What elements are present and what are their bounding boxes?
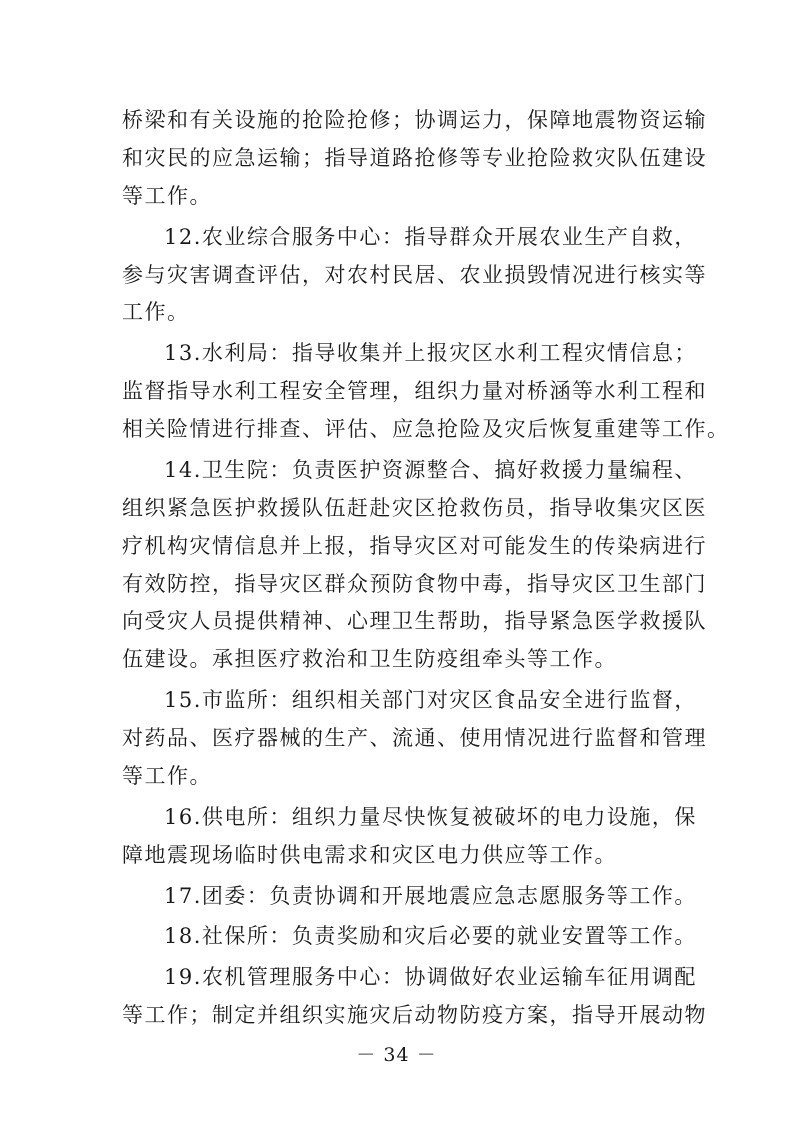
text-line: 疗机构灾情信息并上报，指导灾区对可能发生的传染病进行 (122, 533, 707, 558)
text-line: 有效防控，指导灾区群众预防食物中毒，指导灾区卫生部门 (122, 571, 707, 596)
text-line: 等工作；制定并组织实施灾后动物防疫方案，指导开展动物 (122, 1003, 707, 1028)
paragraph-17: 17.团委：负责协调和开展地震应急志愿服务等工作。 (164, 883, 697, 908)
paragraph-14-start: 14.卫生院：负责医护资源整合、搞好救援力量编程、 (164, 457, 697, 482)
text-line: 参与灾害调查评估，对农村民居、农业损毁情况进行核实等 (122, 262, 707, 287)
text-line: 障地震现场临时供电需求和灾区电力供应等工作。 (122, 842, 617, 867)
text-line: 向受灾人员提供精神、心理卫生帮助，指导紧急医学救援队 (122, 609, 707, 634)
text-line: 工作。 (122, 300, 190, 325)
text-line: 相关险情进行排查、评估、应急抢险及灾后恢复重建等工作。 (122, 417, 730, 441)
text-line: 和灾民的应急运输；指导道路抢修等专业抢险救灾队伍建设 (122, 145, 707, 170)
paragraph-12-start: 12.农业综合服务中心：指导群众开展农业生产自救， (164, 224, 697, 249)
text-line: 桥梁和有关设施的抢险抢修；协调运力，保障地震物资运输 (122, 108, 707, 132)
paragraph-13-start: 13.水利局：指导收集并上报灾区水利工程灾情信息； (164, 341, 697, 366)
paragraph-18: 18.社保所：负责奖励和灾后必要的就业安置等工作。 (164, 924, 697, 949)
text-line: 伍建设。承担医疗救治和卫生防疫组牵头等工作。 (122, 647, 617, 672)
text-line: 对药品、医疗器械的生产、流通、使用情况进行监督和管理 (122, 726, 707, 750)
text-line: 等工作。 (122, 763, 212, 788)
paragraph-19-start: 19.农机管理服务中心：协调做好农业运输车征用调配 (164, 965, 697, 990)
paragraph-15-start: 15.市监所：组织相关部门对灾区食品安全进行监督， (164, 688, 697, 713)
text-line: 组织紧急医护救援队伍赶赴灾区抢救伤员，指导收集灾区医 (122, 495, 707, 520)
paragraph-16-start: 16.供电所：组织力量尽快恢复被破坏的电力设施，保 (164, 804, 697, 829)
text-line: 监督指导水利工程安全管理，组织力量对桥涵等水利工程和 (122, 379, 707, 404)
text-line: 等工作。 (122, 183, 212, 208)
page-number: － 34 － (356, 1044, 437, 1066)
